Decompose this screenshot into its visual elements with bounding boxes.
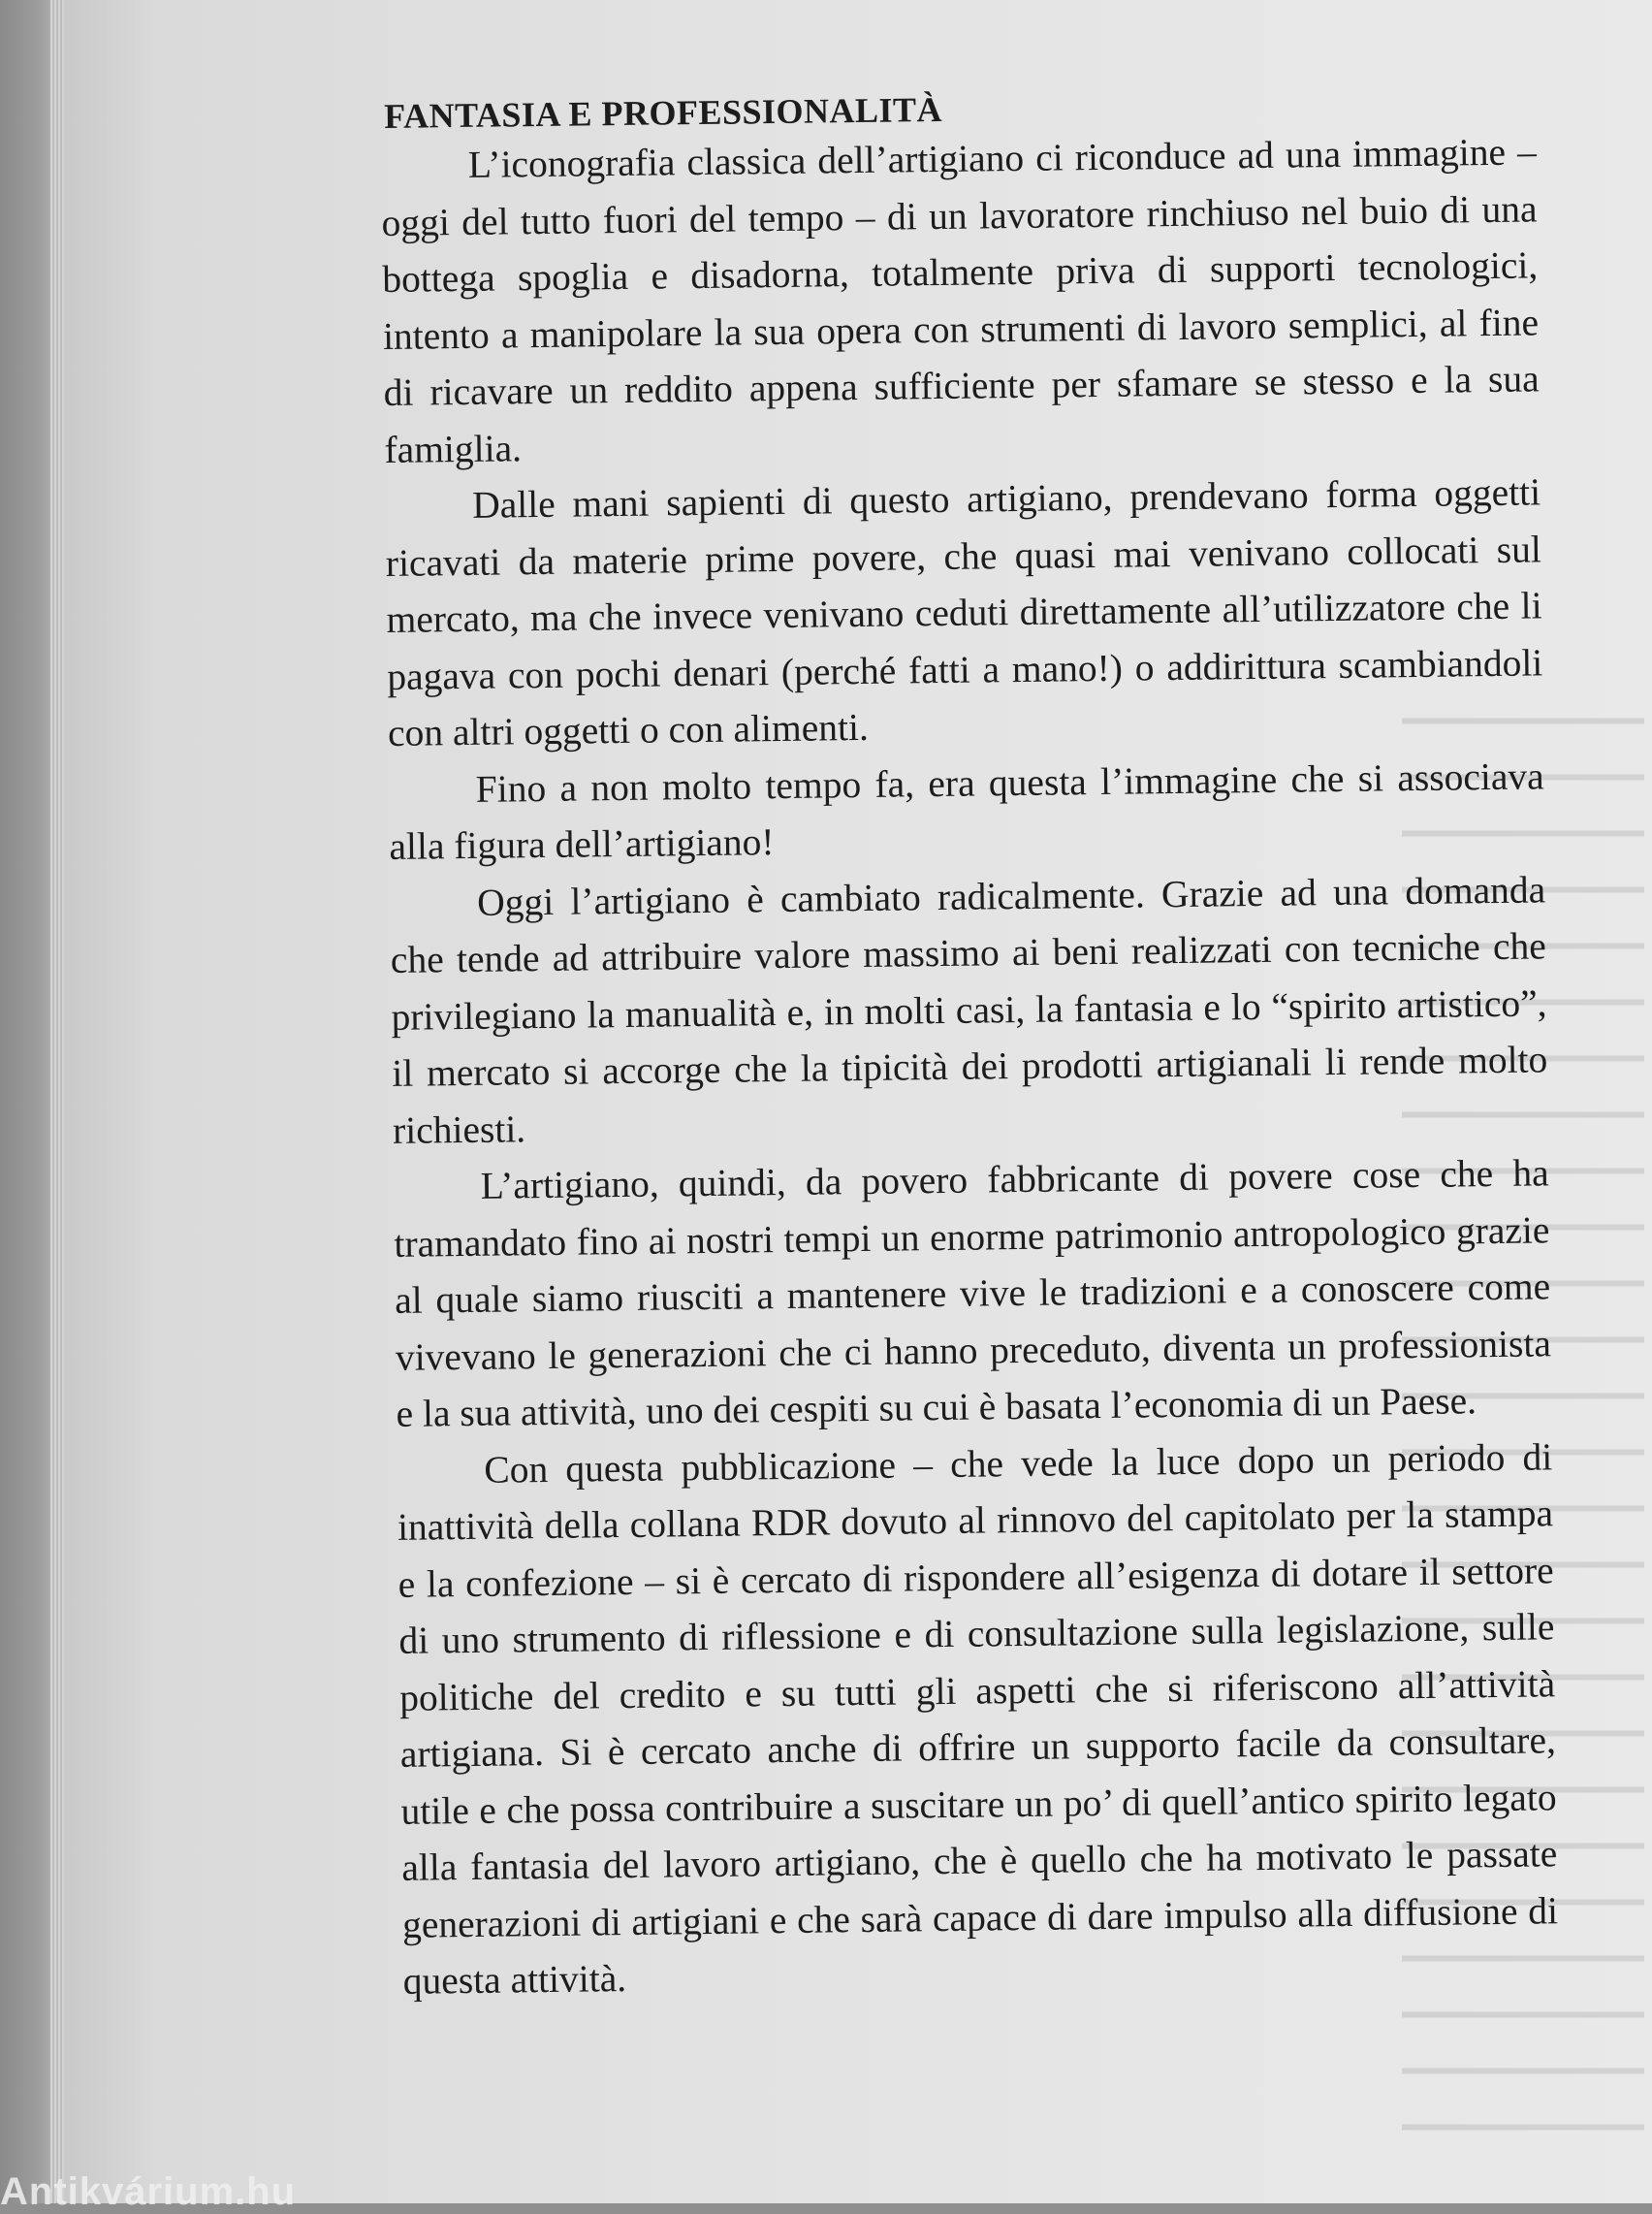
paragraph-2: Dalle mani sapienti di questo artigiano, prendevano forma oggetti ricavati da materie prime povere, che quasi mai venivano collocati sul mercato, ma che invece venivano ceduti direttamente all’utilizzatore che li pagava con pochi denari (perché fatti a mano!) o addirittura scambiandoli con altri oggetti o con alimenti. [385,470,1543,754]
watermark: Antikvárium.hu [0,2170,297,2213]
page-title: FANTASIA E PROFESSIONALITÀ [384,89,943,136]
paragraph-4: Oggi l’artigiano è cambiato radicalmente. Grazie ad una domanda che tende ad attribuire valore massimo ai beni realizzati con tecniche che privilegiano la manualità e, in molti casi, la fantasia e lo “spirito artistico”, il mercato si accorge che la tipicità dei prodotti artigianali li rende molto richiesti. [390,867,1548,1152]
paragraph-6: Con questa pubblicazione – che vede la luce dopo un periodo di inattività della collana RDR dovuto al rinnovo del capitolato per la stampa e la confezione – si è cercato di rispondere all’esigenza di dotare il settore di uno strumento di riflessione e di consultazione sulla legislazione, sulle politiche del credito e su tutti gli aspetti che si riferiscono all’attività artigiana. Si è cercato anche di offrire un supporto facile da consultare, utile e che possa contribuire a suscitare un po’ di quell’antico spirito legato alla fantasia del lavoro artigiano, che è quello che ha motivato le passate generazioni di artigiani e che sarà capace di dare impulso alla diffusione di questa attività. [397,1434,1559,2003]
paragraph-5: L’artigiano, quindi, da povero fabbricante di povere cose che ha tramandato fino ai nostri tempi un enorme patrimonio antropologico grazie al quale siamo riusciti a mantenere vive le tradizioni e a conoscere come vivevano le generazioni che ci hanno preceduto, diventa un professionista e la sua attività, uno dei cespiti su cui è basata l’economia di un Paese. [394,1151,1552,1435]
paragraph-3: Fino a non molto tempo fa, era questa l’immagine che si associava alla figura dell’artigiano! [389,754,1544,868]
page-text-block [380,80,1559,2009]
paragraph-1: L’iconografia classica dell’artigiano ci riconduce ad una immagine – oggi del tutto fuori del tempo – di un lavoratore rinchiuso nel buio di una bottega spoglia e disadorna, totalmente priva di supporti tecnologici, intento a manipolare la sua opera con strumenti di lavoro semplici, al fine di ricavare un reddito appena sufficiente per sfamare se stesso e la sua famiglia. [381,130,1540,471]
